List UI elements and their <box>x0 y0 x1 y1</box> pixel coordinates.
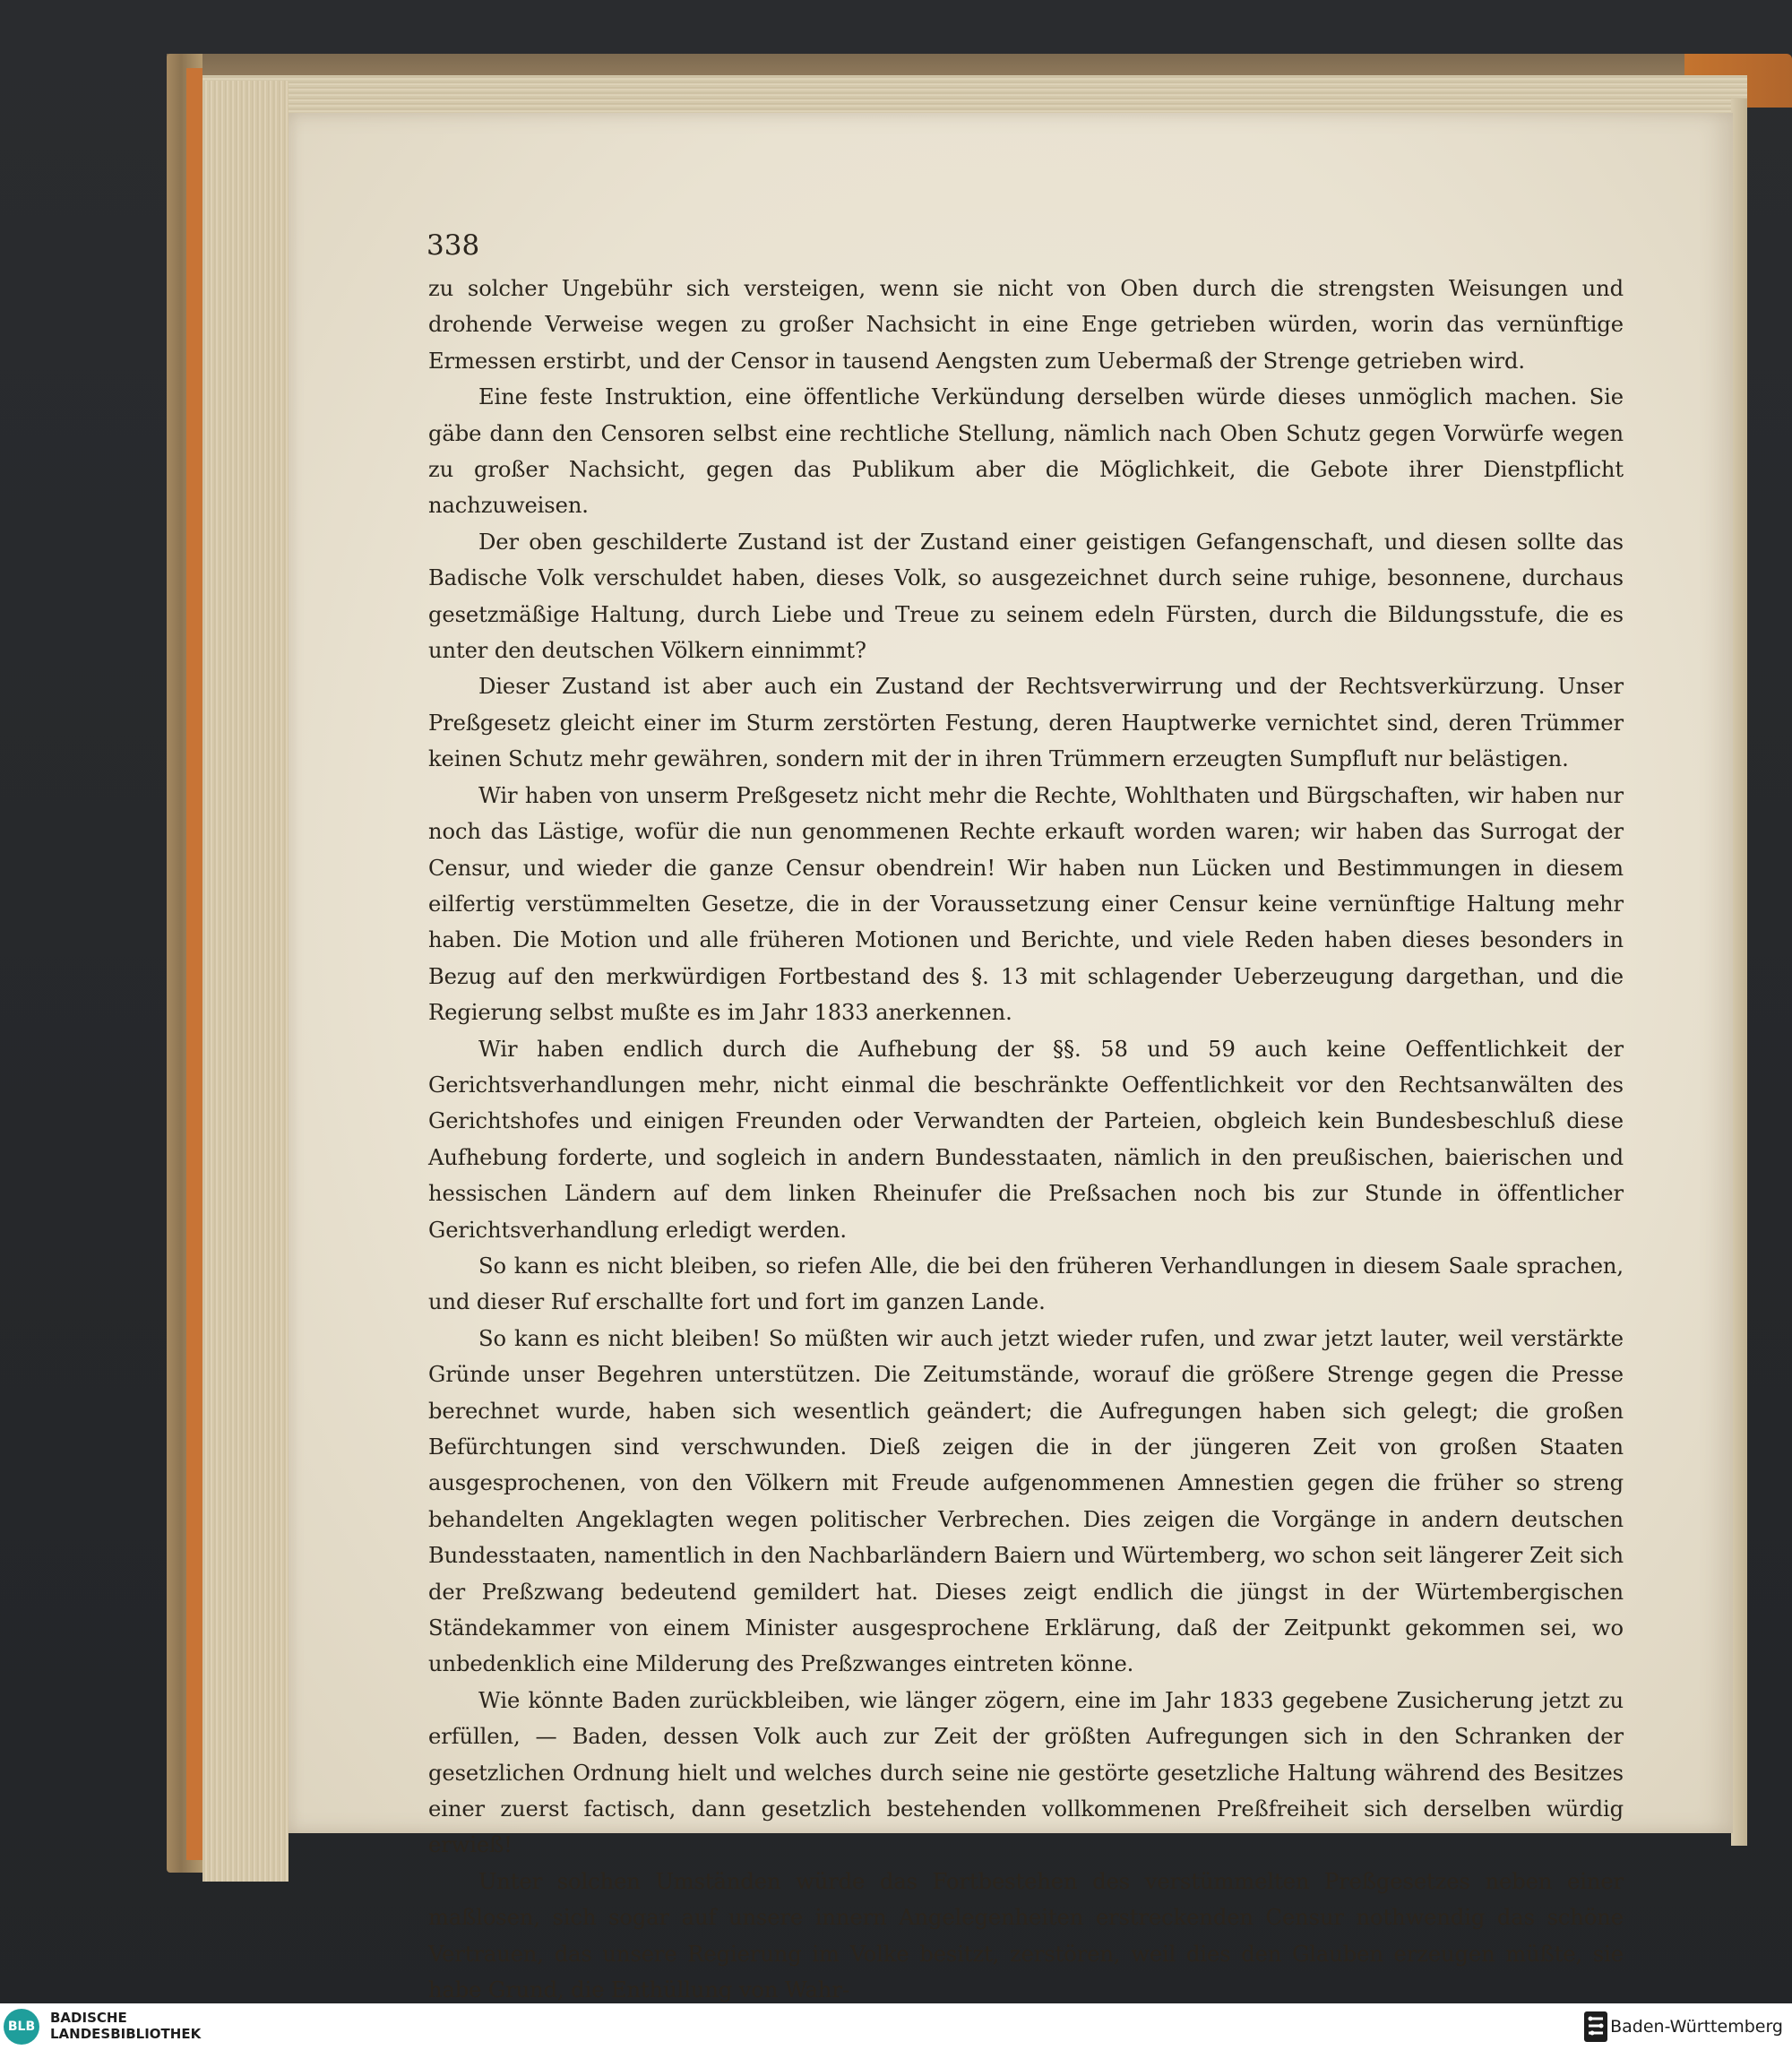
blb-logo-icon[interactable]: BLB <box>4 2009 39 2045</box>
paragraph: Wie könnte Baden zurückbleiben, wie länger zögern, eine im Jahr 1833 gegebene Zusicherung jetzt zu erfüllen, — Baden, dessen Volk auch zur Zeit der größten Aufregungen sich in den Schranken der gesetzlichen Ordnung hielt und welches durch seine nie gestörte gesetzliche Haltung während des Besitzes einer zuerst factisch, dann gesetzlich bestehenden vollkommenen Preßfreiheit sich derselben würdig erwieß! <box>428 1687 1624 1858</box>
paragraph: Wir haben endlich durch die Aufhebung der §§. 58 und 59 auch keine Oeffentlichkeit der Gerichtsverhandlungen mehr, nicht einmal die beschränkte Oeffentlichkeit vor den Rechtsanwälten des Gerichtshofes und einigen Freunden oder Verwandten der Parteien, obgleich kein Bundesbeschluß diese Aufhebung forderte, und sogleich in andern Bundesstaaten, nämlich in den preußischen, baierischen und hessischen Ländern auf dem linken Rheinufer die Preßsachen noch bis zur Stunde in öffentlicher Gerichtsverhandlung erledigt werden. <box>428 1036 1624 1243</box>
paragraph: Dieser Zustand ist aber auch ein Zustand der Rechtsverwirrung und der Rechtsverkürzung. Unser Preßgesetz gleicht einer im Sturm zerstörten Festung, deren Hauptwerke vernichtet sind, deren Trümmer keinen Schutz mehr gewähren, sondern mit der in ihren Trümmern erzeugten Sumpfluft nur belästigen. <box>428 674 1624 772</box>
paragraph: Wir haben von unserm Preßgesetz nicht mehr die Rechte, Wohlthaten und Bürgschaften, wir haben nur noch das Lästige, wofür die nun genommenen Rechte erkauft worden waren; wir haben das Surrogat der Censur, und wieder die ganze Censur obendrein! Wir haben nun Lücken und Bestimmungen in diesem eilfertig verstümmelten Gesetze, die in der Voraussetzung einer Censur keine vernünftige Haltung mehr haben. Die Motion und alle früheren Motionen und Berichte, und viele Reden haben dieses besonders in Bezug auf den merkwürdigen Fortbestand des §. 13 mit schlagender Ueberzeugung dargethan, und die Regierung selbst mußte es im Jahr 1833 anerkennen. <box>428 782 1624 1026</box>
state-name[interactable]: Baden-Württemberg <box>1610 2017 1783 2037</box>
page-number: 338 <box>426 229 480 262</box>
book-page <box>289 113 1733 2003</box>
paragraph: Eine feste Instruktion, eine öffentliche Verkündung derselben würde dieses unmöglich machen. Sie gäbe dann den Censoren selbst eine rechtliche Stellung, nämlich nach Oben Schutz gegen Vorwürfe wegen zu großer Nachsicht, gegen das Publikum aber die Möglichkeit, die Gebote ihrer Dienstpflicht nachzuweisen. <box>428 384 1624 519</box>
page-edges-left <box>202 81 289 1882</box>
library-name-line2: LANDESBIBLIOTHEK <box>50 2026 202 2042</box>
paragraph: zu solcher Ungebühr sich versteigen, wenn sie nicht von Oben durch die strengsten Weisungen und drohende Verweise wegen zu großer Nachsicht in eine Enge getrieben würden, worin das vernünftige Ermessen erstirbt, und der Censor in tausend Aengsten zum Uebermaß der Strenge getrieben wird. <box>428 276 1624 374</box>
library-name[interactable] <box>50 2010 201 2042</box>
book-cover-edge <box>186 68 202 1860</box>
paragraph: So kann es nicht bleiben, so riefen Alle, die bei den früheren Verhandlungen in diesem Saale sprachen, und dieser Ruf erschallte fort und fort im ganzen Lande. <box>428 1253 1624 1315</box>
paragraph: So kann es nicht bleiben! So müßten wir auch jetzt wieder rufen, und zwar jetzt lauter, weil verstärkte Gründe unser Begehren unterstützen. Die Zeitumstände, worauf die größere Strenge gegen die Presse berechnet wurde, haben sich wesentlich geändert; die Aufregungen haben sich gelegt; die großen Befürchtungen sind verschwunden. Dieß zeigen die in der jüngeren Zeit von großen Staaten ausgesprochenen, von den Völkern mit Freude aufgenommenen Amnestien gegen die früher so streng behandelten Angeklagten wegen politischer Verbrechen. Dies zeigen die Vorgänge in andern deutschen Bundesstaaten, namentlich in den Nachbarländern Baiern und Würtemberg, wo schon seit längerer Zeit sich der Preßzwang bedeutend gemildert hat. Dieses zeigt endlich die jüngst in der Würtembergischen Ständekammer von einem Minister ausgesprochene Erklärung, daß der Zeitpunkt gekommen sei, wo unbedenklich eine Milderung des Preßzwanges eintreten könne. <box>428 1325 1624 1677</box>
footer-bar <box>0 2003 1792 2050</box>
paragraph: Der oben geschilderte Zustand ist der Zustand einer geistigen Gefangenschaft, und diesen sollte das Badische Volk verschuldet haben, dieses Volk, so ausgezeichnet durch seine ruhige, besonnene, durchaus gesetzmäßige Haltung, durch Liebe und Treue zu seinem edeln Fürsten, durch die Bildungsstufe, die es unter den deutschen Völkern einnimmt? <box>428 529 1624 664</box>
paragraph: Unter solchen Umständen würde das Fortbestehen des verstümmelten Preßgesetzes neben einer maßlosen, sich sogar auf unsere innern Angelegenheiten erstreckenden Censur nothwendig das schöne Vertrauen, das unsere Regierung im Volke besitzt, zerstören, weil dies den Glauben erzeugen müßte, sie habe Grund, die Enthüllung von Wahr- <box>428 1868 1624 2003</box>
library-name-line1: BADISCHE <box>50 2010 127 2026</box>
page-text <box>428 271 1624 2009</box>
coat-of-arms-icon[interactable] <box>1581 2009 1611 2045</box>
page-edges-right <box>1731 99 1747 1846</box>
